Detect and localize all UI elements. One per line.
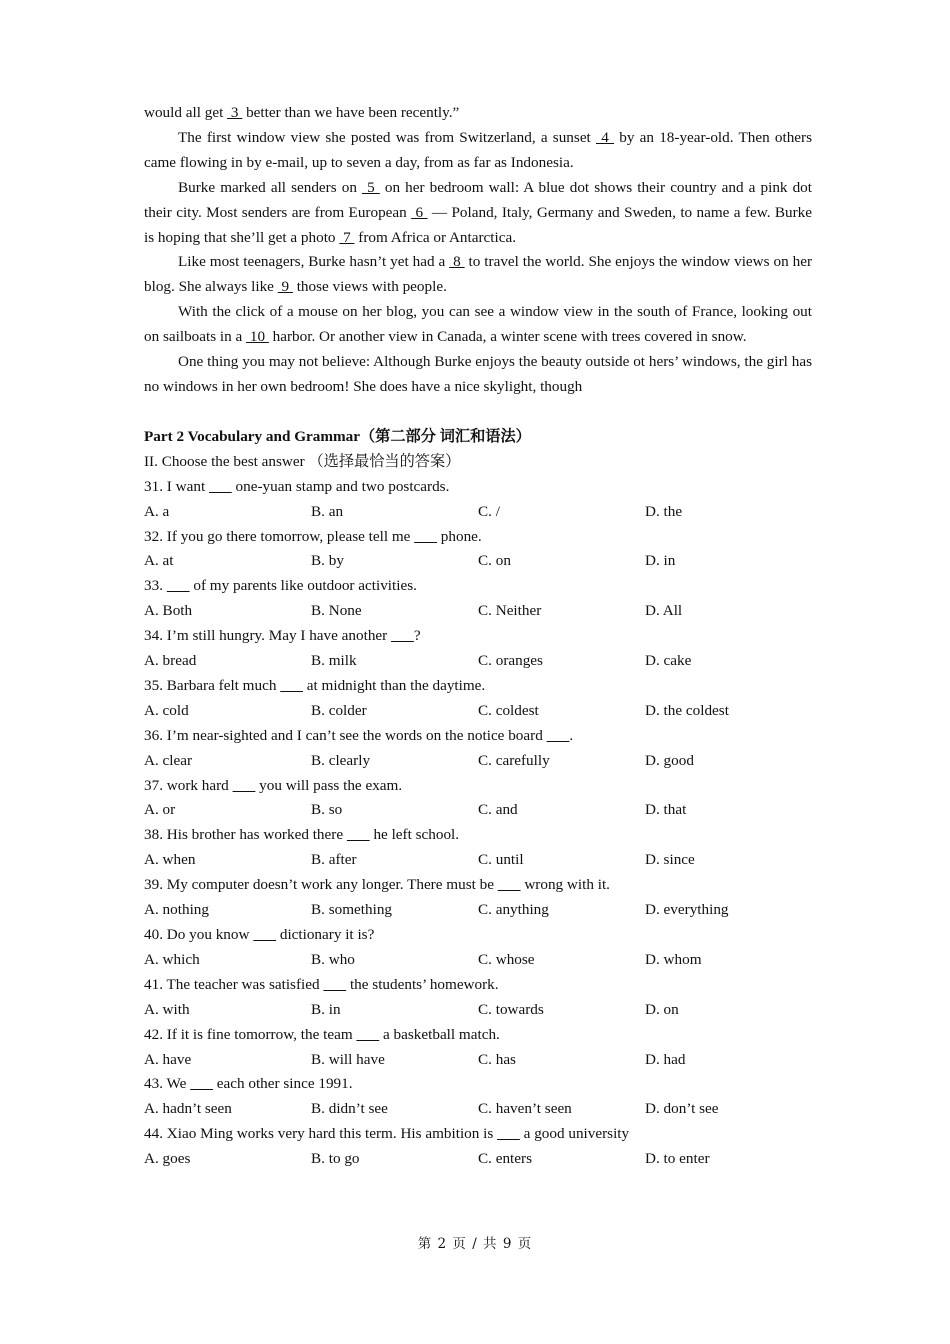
option-b: B. clearly [311, 751, 371, 769]
passage-paragraph [144, 176, 812, 251]
question-text: dictionary it is? [276, 926, 375, 943]
cloze-blank: 9 [277, 278, 293, 296]
option-b: B. who [311, 950, 355, 968]
option-a: A. goes [144, 1150, 191, 1168]
option-c: C. on [478, 552, 511, 570]
answer-blank [233, 777, 256, 794]
answer-blank [323, 976, 346, 993]
option-a: A. at [144, 552, 174, 570]
option-c: C. anything [478, 901, 549, 919]
passage-text: The first window view she posted was from Switzerland, a sunset [178, 128, 596, 146]
option-c: C. oranges [478, 652, 543, 670]
spacer [144, 400, 812, 425]
question-text: of my parents like outdoor activities. [189, 577, 417, 595]
answer-options [144, 599, 812, 624]
answer-blank [253, 926, 276, 943]
option-d: D. that [645, 801, 687, 819]
option-d: D. since [645, 851, 695, 869]
answer-blank [547, 727, 570, 744]
cloze-blank: 8 [449, 253, 465, 271]
question-stem [144, 475, 812, 500]
question-text: 40. Do you know [144, 926, 254, 943]
answer-blank [190, 1075, 213, 1092]
option-d: D. All [645, 602, 683, 620]
question-stem [144, 525, 812, 550]
passage-paragraph [144, 126, 812, 176]
option-b: B. so [311, 801, 343, 819]
option-c: C. and [478, 801, 518, 819]
option-b: B. None [311, 602, 362, 620]
answer-blank [356, 1026, 379, 1043]
passage-paragraph [144, 250, 812, 300]
option-c: C. carefully [478, 751, 550, 769]
question-text: a good university [519, 1125, 630, 1143]
answer-blank [280, 677, 303, 694]
option-a: A. with [144, 1000, 190, 1018]
answer-blank [498, 876, 521, 893]
option-b: B. by [311, 552, 344, 570]
option-d: D. to enter [645, 1150, 710, 1168]
option-b: B. colder [311, 701, 367, 719]
question-stem [144, 923, 812, 948]
passage-text: those views with people. [292, 278, 447, 296]
option-a: A. Both [144, 602, 193, 620]
question-text: 38. His brother has worked there [144, 826, 347, 844]
option-c: C. whose [478, 950, 535, 968]
question-stem [144, 823, 812, 848]
passage-text: — Poland, Italy, Germany and Sweden, to name a few. Burke is hoping that she’ll get a photo [144, 203, 813, 246]
passage-paragraph [144, 350, 812, 400]
question-text: one-yuan stamp and two postcards. [231, 477, 450, 495]
question-stem [144, 724, 812, 749]
question-text: 39. My computer doesn’t work any longer. There must be [144, 876, 498, 894]
option-d: D. whom [645, 950, 702, 968]
passage-paragraph [144, 300, 812, 350]
question-stem [144, 674, 812, 699]
answer-options [144, 649, 812, 674]
option-b: B. to go [311, 1150, 360, 1168]
question-text: each other since 1991. [212, 1075, 353, 1093]
option-c: C. / [478, 502, 500, 520]
option-a: A. clear [144, 751, 193, 769]
option-c: C. until [478, 851, 524, 869]
option-d: D. cake [645, 652, 692, 670]
question-text: 41. The teacher was satisfied [144, 975, 324, 993]
option-b: B. in [311, 1000, 341, 1018]
option-b: B. after [311, 851, 357, 869]
question-text: wrong with it. [520, 876, 610, 894]
question-stem [144, 873, 812, 898]
option-d: D. on [645, 1000, 679, 1018]
exam-page [144, 101, 812, 1172]
passage-text: to travel the world. She enjoys the window views on her blog. She always like [144, 253, 813, 296]
question-text: ? [413, 627, 421, 645]
answer-blank [167, 577, 190, 594]
option-c: C. coldest [478, 701, 539, 719]
answer-options [144, 500, 812, 525]
cloze-blank: 3 [227, 104, 243, 121]
option-d: D. the [645, 502, 683, 520]
passage-text: on her bedroom wall: A blue dot shows their country and a pink dot their city. Most senders are from European [144, 178, 813, 221]
cloze-blank: 6 [411, 203, 428, 221]
question-text: 35. Barbara felt much [144, 676, 281, 694]
answer-options [144, 1097, 812, 1122]
question-text: 43. We [144, 1075, 191, 1093]
option-d: D. in [645, 552, 676, 570]
question-text: the students’ homework. [346, 975, 499, 993]
question-text: a basketball match. [379, 1025, 500, 1043]
page-footer: 第 2 页 / 共 9 页 [417, 1236, 533, 1252]
answer-blank [391, 627, 414, 644]
passage-text: harbor. Or another view in Canada, a winter scene with trees covered in snow. [268, 328, 747, 346]
section-heading: Part 2 Vocabulary and Grammar（第二部分 词汇和语法） [144, 427, 531, 445]
option-a: A. hadn’t seen [144, 1100, 232, 1118]
option-b: B. milk [311, 652, 357, 670]
option-d: D. good [645, 751, 694, 769]
question-text: phone. [436, 527, 482, 545]
passage-text: Burke marked all senders on [178, 178, 362, 196]
option-c: C. haven’t seen [478, 1100, 572, 1118]
answer-options [144, 1048, 812, 1073]
option-b: B. didn’t see [311, 1100, 388, 1118]
cloze-blank: 7 [339, 228, 355, 246]
question-stem [144, 1122, 812, 1147]
passage-text: would all get [144, 104, 228, 121]
question-text: 32. If you go there tomorrow, please tell me [144, 527, 415, 545]
option-d: D. had [645, 1050, 686, 1068]
passage-text: by an 18-year-old. Then others came flowing in by e-mail, up to seven a day, from as far as Indonesia. [144, 128, 813, 171]
instruction: II. Choose the best answer （选择最恰当的答案） [144, 452, 461, 470]
option-c: C. Neither [478, 602, 542, 620]
passage-paragraph [144, 101, 812, 126]
option-b: B. an [311, 502, 344, 520]
option-a: A. or [144, 801, 176, 819]
option-a: A. cold [144, 701, 189, 719]
option-c: C. towards [478, 1000, 544, 1018]
question-text: at midnight than the daytime. [303, 676, 486, 694]
question-text: . [569, 726, 574, 744]
answer-options [144, 848, 812, 873]
answer-options [144, 998, 812, 1023]
question-text: 31. I want [144, 477, 209, 495]
answer-options [144, 1147, 812, 1172]
question-stem [144, 1023, 812, 1048]
question-stem [144, 574, 812, 599]
answer-options [144, 798, 812, 823]
question-list [144, 475, 812, 1172]
option-c: C. enters [478, 1150, 532, 1168]
question-text: you will pass the exam. [255, 776, 403, 794]
passage-text: With the click of a mouse on her blog, you can see a window view in the south of France, looking out on sailboats in a [144, 303, 812, 346]
question-stem [144, 624, 812, 649]
option-c: C. has [478, 1050, 516, 1068]
answer-blank [347, 826, 370, 843]
answer-blank [414, 528, 437, 545]
answer-options [144, 549, 812, 574]
answer-options [144, 898, 812, 923]
answer-options [144, 699, 812, 724]
answer-options [144, 749, 812, 774]
option-a: A. when [144, 851, 196, 869]
option-a: A. have [144, 1050, 192, 1068]
answer-blank [209, 478, 232, 495]
cloze-blank: 4 [596, 128, 615, 146]
answer-blank [497, 1125, 520, 1142]
passage-text: One thing you may not believe: Although Burke enjoys the beauty outside ot hers’ windows, the girl has no windows in her own bedroom! She does have a nice skylight, though [144, 353, 812, 395]
option-d: D. the coldest [645, 701, 729, 719]
question-text: 36. I’m near-sighted and I can’t see the words on the notice board [144, 726, 547, 744]
cloze-blank: 10 [246, 328, 269, 346]
question-text: 33. [144, 577, 167, 595]
question-text: he left school. [369, 826, 460, 844]
question-stem [144, 774, 812, 799]
question-text: 44. Xiao Ming works very hard this term. His ambition is [144, 1125, 498, 1143]
question-stem [144, 1072, 812, 1097]
cloze-blank: 5 [362, 178, 380, 196]
question-stem [144, 973, 812, 998]
passage-text: from Africa or Antarctica. [354, 228, 517, 246]
option-b: B. will have [311, 1050, 385, 1068]
question-text: 37. work hard [144, 776, 233, 794]
option-b: B. something [311, 901, 393, 919]
option-a: A. a [144, 502, 170, 520]
reading-passage [144, 101, 812, 400]
option-a: A. nothing [144, 901, 209, 919]
passage-text: Like most teenagers, Burke hasn’t yet had a [178, 253, 450, 271]
question-text: 34. I’m still hungry. May I have another [144, 627, 392, 645]
option-a: A. bread [144, 652, 197, 670]
option-d: D. everything [645, 901, 729, 919]
option-d: D. don’t see [645, 1100, 719, 1118]
question-text: 42. If it is fine tomorrow, the team [144, 1025, 357, 1043]
answer-options [144, 948, 812, 973]
option-a: A. which [144, 950, 200, 968]
passage-text: better than we have been recently.” [242, 104, 460, 121]
